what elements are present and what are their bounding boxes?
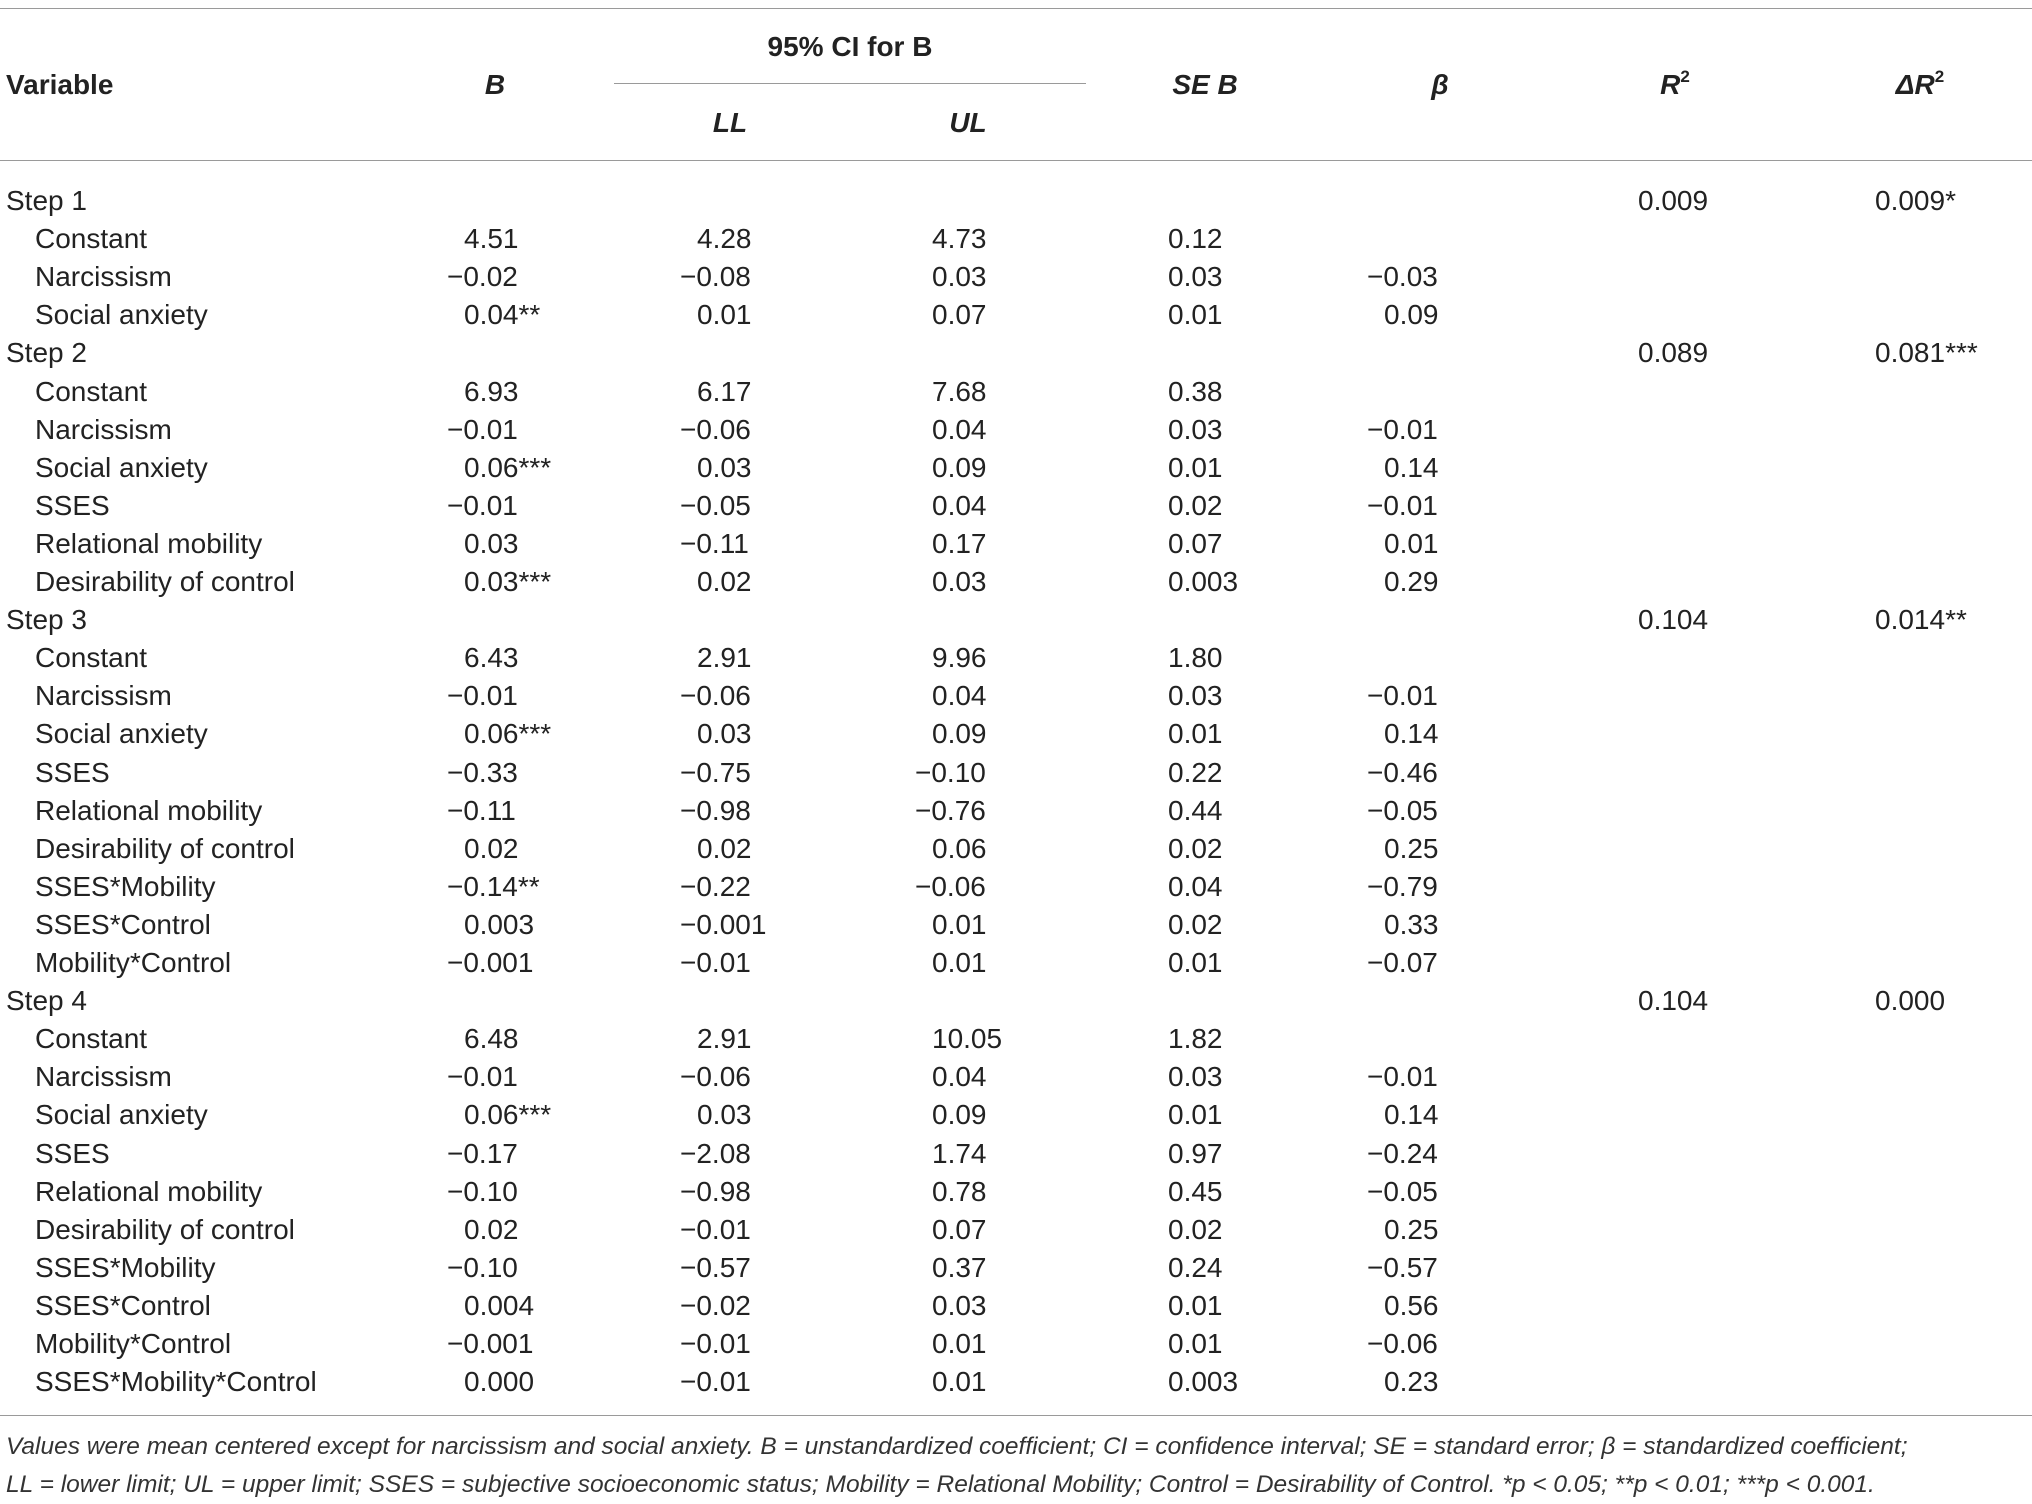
cell-ul: 10.05 (932, 1023, 1003, 1055)
variable-label: Relational mobility (35, 1175, 263, 1207)
cell-beta: −0.24 (1367, 1137, 1438, 1169)
cell-se: 0.02 (1168, 489, 1223, 521)
table-row (0, 906, 2032, 944)
cell-b: 0.03*** (464, 566, 552, 597)
cell-b: −0.11 (447, 794, 516, 826)
table-row (0, 792, 2032, 830)
table-row (0, 449, 2032, 487)
variable-label: SSES*Control (35, 908, 211, 940)
variable-label: Desirability of control (35, 832, 295, 864)
cell-ll: 2.91 (697, 1023, 752, 1055)
cell-se: 1.82 (1168, 1023, 1223, 1055)
variable-label: Social anxiety (35, 1099, 208, 1131)
cell-ul: 0.07 (932, 299, 987, 331)
cell-ll: −0.08 (680, 261, 751, 293)
table-row (0, 868, 2032, 906)
variable-label: Social anxiety (35, 451, 208, 483)
cell-b: 6.43 (464, 642, 519, 674)
variable-label: Social anxiety (35, 299, 208, 331)
cell-ll: −0.01 (680, 1328, 751, 1359)
cell-se: 0.12 (1168, 223, 1223, 255)
ci-group-rule (614, 83, 1086, 84)
cell-beta: 0.14 (1384, 451, 1439, 483)
header-se-b: SE B (1172, 69, 1238, 100)
table-row (0, 373, 2032, 411)
cell-ll: 2.91 (697, 642, 752, 674)
cell-se: 0.38 (1168, 375, 1223, 407)
variable-label: Relational mobility (35, 794, 263, 826)
table-top-rule (0, 8, 2032, 9)
table-row (0, 296, 2032, 334)
table-row (0, 1096, 2032, 1134)
cell-ll: −0.001 (680, 908, 767, 940)
cell-beta: −0.57 (1367, 1251, 1438, 1283)
cell-se: 0.01 (1168, 451, 1223, 483)
cell-ul: 1.74 (932, 1137, 987, 1169)
cell-r2: 0.104 (1638, 604, 1709, 636)
cell-se: 0.03 (1168, 1061, 1223, 1093)
cell-se: 0.01 (1168, 718, 1223, 750)
cell-ll: −0.75 (680, 756, 751, 788)
cell-se: 0.04 (1168, 870, 1223, 902)
cell-ul: 0.37 (932, 1251, 987, 1283)
variable-label: Mobility*Control (35, 1328, 232, 1359)
variable-label: SSES (35, 756, 110, 788)
cell-beta: −0.01 (1367, 1061, 1438, 1093)
table-row (0, 1211, 2032, 1249)
variable-label: Constant (35, 375, 148, 407)
cell-ul: 0.04 (932, 1061, 987, 1093)
cell-se: 0.97 (1168, 1137, 1223, 1169)
variable-label: SSES*Mobility (35, 870, 216, 902)
cell-ul: 0.01 (932, 908, 987, 940)
table-row (0, 1249, 2032, 1287)
cell-beta: 0.14 (1384, 718, 1439, 750)
variable-label: Mobility*Control (35, 947, 232, 978)
cell-beta: 0.29 (1384, 566, 1439, 597)
cell-beta: −0.79 (1367, 870, 1438, 902)
footnote-line-2: LL = lower limit; UL = upper limit; SSES = subjective socioeconomic status; Mobility = Relational Mobility; Control = Desirability of Control. *p < 0.05; **p < 0.01; ***p < 0.001. (6, 1471, 1875, 1498)
variable-label: Social anxiety (35, 718, 208, 750)
cell-b: −0.33 (447, 756, 518, 788)
variable-label: Narcissism (35, 680, 172, 712)
table-row (0, 1287, 2032, 1325)
cell-ll: −0.06 (680, 680, 751, 712)
cell-se: 0.02 (1168, 832, 1223, 864)
cell-se: 0.01 (1168, 299, 1223, 331)
cell-ul: 0.06 (932, 832, 987, 864)
cell-b: −0.01 (447, 413, 518, 445)
cell-ul: 4.73 (932, 223, 987, 255)
cell-b: −0.10 (447, 1175, 518, 1207)
cell-b: −0.02 (447, 261, 518, 293)
cell-beta: −0.06 (1367, 1328, 1438, 1359)
table-bottom-rule (0, 1415, 2032, 1416)
cell-ll: 4.28 (697, 223, 752, 255)
table-row (0, 830, 2032, 868)
cell-ll: −0.01 (680, 1213, 751, 1245)
cell-ll: −0.06 (680, 413, 751, 445)
cell-b: −0.001 (447, 947, 534, 978)
cell-beta: −0.01 (1367, 413, 1438, 445)
cell-beta: 0.25 (1384, 832, 1439, 864)
cell-ll: −0.06 (680, 1061, 751, 1093)
table-row (0, 1173, 2032, 1211)
cell-b: 0.04** (464, 299, 541, 331)
cell-ll: 6.17 (697, 375, 752, 407)
cell-se: 0.03 (1168, 680, 1223, 712)
cell-b: −0.10 (447, 1251, 518, 1283)
variable-label: Desirability of control (35, 566, 295, 597)
cell-ll: 0.02 (697, 832, 752, 864)
cell-ll: −0.98 (680, 794, 751, 826)
cell-beta: −0.05 (1367, 794, 1438, 826)
cell-se: 0.01 (1168, 1289, 1223, 1321)
step-row (0, 334, 2032, 372)
cell-ul: 7.68 (932, 375, 987, 407)
table-row (0, 1020, 2032, 1058)
table-row (0, 1135, 2032, 1173)
cell-ll: −0.98 (680, 1175, 751, 1207)
cell-ul: 0.17 (932, 527, 987, 559)
cell-ul: 0.03 (932, 261, 987, 293)
cell-beta: 0.33 (1384, 908, 1439, 940)
cell-se: 0.45 (1168, 1175, 1223, 1207)
cell-ll: 0.01 (697, 299, 752, 331)
cell-ul: 0.03 (932, 1289, 987, 1321)
cell-b: −0.001 (447, 1328, 534, 1359)
cell-delta-r2: 0.081*** (1875, 337, 1978, 369)
cell-ul: 0.09 (932, 451, 987, 483)
cell-ul: 0.01 (932, 1366, 987, 1398)
variable-label: Relational mobility (35, 527, 263, 559)
cell-se: 0.01 (1168, 1328, 1223, 1359)
cell-b: 0.02 (464, 1213, 519, 1245)
cell-ll: −0.01 (680, 1366, 751, 1398)
variable-label: Constant (35, 223, 148, 255)
cell-b: 0.003 (464, 908, 535, 940)
table-row (0, 754, 2032, 792)
cell-se: 0.03 (1168, 261, 1223, 293)
table-header-rule (0, 160, 2032, 161)
cell-beta: 0.23 (1384, 1366, 1439, 1398)
cell-ll: 0.03 (697, 718, 752, 750)
cell-ul: −0.76 (915, 794, 986, 826)
cell-ul: 0.03 (932, 566, 987, 597)
cell-b: −0.17 (447, 1137, 518, 1169)
table-row (0, 487, 2032, 525)
cell-se: 0.07 (1168, 527, 1223, 559)
header-r2: $R^2$ (1660, 66, 1690, 100)
step-label: Step 4 (6, 985, 87, 1017)
table-row (0, 220, 2032, 258)
cell-r2: 0.089 (1638, 337, 1709, 369)
variable-label: Desirability of control (35, 1213, 295, 1245)
cell-ll: 0.02 (697, 566, 752, 597)
cell-se: 0.02 (1168, 908, 1223, 940)
table-row (0, 563, 2032, 601)
cell-b: 0.004 (464, 1289, 535, 1321)
cell-se: 0.24 (1168, 1251, 1223, 1283)
variable-label: SSES (35, 489, 110, 521)
cell-b: 0.06*** (464, 451, 552, 483)
cell-b: 0.000 (464, 1366, 535, 1398)
variable-label: SSES*Mobility*Control (35, 1366, 317, 1398)
header-beta: β (1431, 69, 1449, 100)
cell-b: −0.14** (447, 870, 540, 902)
cell-ll: −0.01 (680, 947, 751, 978)
table-row (0, 1363, 2032, 1401)
cell-se: 0.01 (1168, 1099, 1223, 1131)
table-row (0, 411, 2032, 449)
cell-ll: −2.08 (680, 1137, 751, 1169)
step-label: Step 1 (6, 185, 87, 216)
step-row (0, 601, 2032, 639)
cell-b: 0.03 (464, 527, 519, 559)
cell-ul: 0.04 (932, 489, 987, 521)
cell-ul: 0.04 (932, 680, 987, 712)
cell-delta-r2: 0.009* (1875, 185, 1956, 216)
cell-beta: 0.09 (1384, 299, 1439, 331)
cell-beta: 0.56 (1384, 1289, 1439, 1321)
variable-label: SSES (35, 1137, 110, 1169)
cell-se: 0.003 (1168, 566, 1239, 597)
cell-r2: 0.104 (1638, 985, 1709, 1017)
cell-ll: −0.11 (680, 527, 749, 559)
variable-label: Constant (35, 642, 148, 674)
cell-b: 0.06*** (464, 718, 552, 750)
cell-b: −0.01 (447, 680, 518, 712)
cell-ul: 0.09 (932, 1099, 987, 1131)
table-row (0, 525, 2032, 563)
variable-label: SSES*Control (35, 1289, 211, 1321)
cell-delta-r2: 0.000 (1875, 985, 1946, 1017)
table-row (0, 944, 2032, 982)
cell-ul: 0.78 (932, 1175, 987, 1207)
cell-b: 0.02 (464, 832, 519, 864)
table-row (0, 677, 2032, 715)
table-row (0, 639, 2032, 677)
table-row (0, 1325, 2032, 1363)
cell-ul: 0.04 (932, 413, 987, 445)
cell-delta-r2: 0.014** (1875, 604, 1967, 636)
cell-r2: 0.009 (1638, 185, 1709, 216)
cell-se: 0.03 (1168, 413, 1223, 445)
cell-se: 0.01 (1168, 947, 1223, 978)
cell-b: 6.93 (464, 375, 519, 407)
variable-label: SSES*Mobility (35, 1251, 216, 1283)
cell-se: 0.44 (1168, 794, 1223, 826)
cell-ll: −0.22 (680, 870, 751, 902)
cell-beta: 0.01 (1384, 527, 1439, 559)
cell-ul: 0.09 (932, 718, 987, 750)
header-ll: LL (712, 107, 748, 138)
variable-label: Narcissism (35, 413, 172, 445)
header-b: B (484, 69, 506, 100)
cell-ul: −0.06 (915, 870, 986, 902)
cell-ul: 0.01 (932, 1328, 987, 1359)
cell-beta: −0.46 (1367, 756, 1438, 788)
cell-ul: 0.01 (932, 947, 987, 978)
cell-se: 0.22 (1168, 756, 1223, 788)
step-row (0, 982, 2032, 1020)
cell-beta: −0.07 (1367, 947, 1438, 978)
header-variable: Variable (6, 69, 114, 100)
header-delta-r2: $\Delta R^2$ (1895, 66, 1945, 100)
cell-ul: −0.10 (915, 756, 986, 788)
cell-b: −0.01 (447, 1061, 518, 1093)
cell-beta: −0.01 (1367, 680, 1438, 712)
header-ci-group: 95% CI for B (767, 31, 933, 62)
step-row (0, 182, 2032, 220)
cell-beta: −0.05 (1367, 1175, 1438, 1207)
variable-label: Narcissism (35, 261, 172, 293)
cell-b: −0.01 (447, 489, 518, 521)
cell-se: 0.003 (1168, 1366, 1239, 1398)
cell-beta: −0.03 (1367, 261, 1438, 293)
cell-b: 0.06*** (464, 1099, 552, 1131)
cell-b: 4.51 (464, 223, 519, 255)
table-footnote (6, 1428, 2016, 1504)
step-label: Step 2 (6, 337, 87, 369)
variable-label: Constant (35, 1023, 148, 1055)
cell-se: 1.80 (1168, 642, 1223, 674)
cell-ul: 9.96 (932, 642, 987, 674)
cell-ul: 0.07 (932, 1213, 987, 1245)
cell-ll: −0.02 (680, 1289, 751, 1321)
cell-ll: 0.03 (697, 1099, 752, 1131)
cell-beta: 0.14 (1384, 1099, 1439, 1131)
cell-beta: 0.25 (1384, 1213, 1439, 1245)
cell-se: 0.02 (1168, 1213, 1223, 1245)
table-row (0, 258, 2032, 296)
table-row (0, 715, 2032, 753)
variable-label: Narcissism (35, 1061, 172, 1093)
cell-ll: −0.57 (680, 1251, 751, 1283)
header-ul: UL (949, 107, 987, 138)
cell-ll: −0.05 (680, 489, 751, 521)
table-row (0, 1058, 2032, 1096)
cell-b: 6.48 (464, 1023, 519, 1055)
cell-beta: −0.01 (1367, 489, 1438, 521)
footnote-line-1: Values were mean centered except for narcissism and social anxiety. B = unstandardized coefficient; CI = confidence interval; SE = standard error; β = standardized coefficient; (6, 1433, 1908, 1460)
step-label: Step 3 (6, 604, 87, 636)
cell-ll: 0.03 (697, 451, 752, 483)
